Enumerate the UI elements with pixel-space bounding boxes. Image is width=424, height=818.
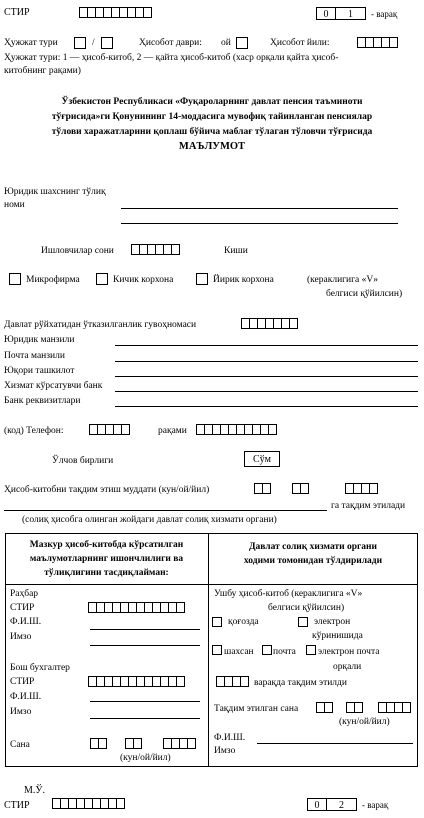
head-stir-cells[interactable] [88,602,184,613]
year-cells[interactable] [357,37,397,48]
page-word: - варақ [371,9,398,19]
chief-stir-cells[interactable] [88,676,184,687]
email-checkbox[interactable] [306,645,316,655]
submitted-date-hint: (кун/ой/йил) [339,717,390,727]
full-name-line-1[interactable] [121,208,398,209]
phone-number-cells[interactable] [196,424,276,435]
chief-sign-label: Имзо [10,707,32,717]
chief-sign-line[interactable] [90,718,200,719]
title-line-2: тўғрисида»ги Қонунининг 14-моддасига мувофиқ тайинланган пенсиялар [51,112,373,122]
submitted-date-label: Тақдим этилган сана [214,704,299,714]
mark-note-2: белгиси қўйилсин) [326,289,403,299]
table-divider [208,533,209,767]
email-label: электрон почта [318,647,380,657]
organ-label: орқали [333,662,362,672]
paper-checkbox[interactable] [212,617,222,627]
pages-cells[interactable] [216,676,248,687]
officer-sign-label: Имзо [214,746,236,756]
title-line-3: тўлови харажатларини қоплаш бўйича маблағ тўлаган тўловчи тўғрисида [51,127,373,137]
date-month-cells[interactable] [125,738,141,749]
period-box[interactable] [236,37,248,49]
micro-label: Микрофирма [26,275,80,285]
pages-label: варақда тақдим этилди [254,678,347,688]
right-header-1: Давлат солиқ хизмати органи [248,542,378,552]
submit-year-cells[interactable] [345,483,377,494]
head-label: Раҳбар [10,589,39,599]
full-name-label-2: номи [4,200,25,210]
phone-number-label: рақами [158,426,187,436]
mark-note-1: (кераклигига «V» [307,275,378,285]
bottom-page-word: - варақ [362,800,389,810]
submit-day-cells[interactable] [254,483,270,494]
year-label: Ҳисобот йили: [270,38,330,48]
chief-stir-label: СТИР [10,677,35,687]
postal-address-label: Почта манзили [4,351,65,361]
bank-details-line[interactable] [115,406,418,407]
full-name-line-2[interactable] [121,223,398,224]
doc-type-box-1[interactable] [74,37,86,49]
head-sign-line[interactable] [90,645,200,646]
officer-fio-line[interactable] [257,743,413,744]
left-header-3: тўлиқлигини тасдиқлайман: [44,568,169,578]
head-sign-label: Имзо [10,632,32,642]
electronic-label: электрон [314,617,351,627]
in-person-checkbox[interactable] [212,645,222,655]
submit-month-cells[interactable] [292,483,308,494]
stamp-label: М.Ў. [24,785,45,796]
phone-code-cells[interactable] [89,424,129,435]
submitted-month-cells[interactable] [346,702,362,713]
micro-checkbox[interactable] [9,273,21,285]
chief-fio-label: Ф.И.Ш. [10,692,42,702]
period-suffix: ой [221,38,231,48]
mail-checkbox[interactable] [262,645,272,655]
workers-label: Ишловчилар сони [41,246,114,256]
electronic-checkbox[interactable] [298,617,308,627]
unit-label: Ўлчов бирлиги [52,456,114,466]
submit-label: Ҳисоб-китобни тақдим этиш муддати (кун/ой/йил) [4,485,210,495]
cert-label: Давлат рўйхатидан ўтказилганлик гувоҳномаси [4,320,197,330]
postal-address-line[interactable] [115,361,418,362]
workers-cells[interactable] [131,244,179,255]
bottom-stir-cells[interactable] [52,798,124,809]
chief-acc-label: Бош бухгалтер [10,663,70,673]
date-label: Сана [10,740,30,750]
table-header-line [5,584,418,585]
form-label: кўринишида [312,631,363,641]
phone-code-label: (код) Телефон: [4,426,64,436]
bottom-stir-label: СТИР [4,800,30,811]
officer-fio-label: Ф.И.Ш. [214,733,246,743]
in-person-label: шахсан [224,647,254,657]
bank-label: Хизмат кўрсатувчи банк [4,381,103,391]
doc-type-box-2[interactable] [101,37,113,49]
submitted-year-cells[interactable] [378,702,410,713]
paper-label: қоғозда [228,617,259,627]
submitted-label: га тақдим этилади [331,501,406,511]
doc-type-note-2: китобнинг рақами) [4,66,81,76]
left-header-2: маълумотларнинг ишончлилиги ва [29,554,184,564]
authority-line[interactable] [4,510,327,511]
unit-value: Сўм [244,451,280,467]
stir-cells[interactable] [79,7,151,18]
title-line-4: МАЪЛУМОТ [178,141,246,152]
left-header-1: Мазкур ҳисоб-китобда кўрсатилган [29,540,184,550]
page-no-digit-2: 1 [335,7,366,20]
legal-address-line[interactable] [115,345,418,346]
bottom-page-no-digit-2: 2 [326,798,357,811]
bank-line[interactable] [115,391,418,392]
small-checkbox[interactable] [96,273,108,285]
date-day-cells[interactable] [90,738,106,749]
legal-address-label: Юридик манзили [4,335,75,345]
head-fio-line[interactable] [90,629,200,630]
full-name-label-1: Юридик шахснинг тўлиқ [4,187,106,197]
page-no-digit-1: 0 [316,7,336,20]
doc-type-note: Ҳужжат тури: 1 — ҳисоб-китоб, 2 — қайта ҳисоб-китоб (хаср орқали қайта ҳисоб- [4,53,339,63]
superior-line[interactable] [115,376,418,377]
received-label-2: белгиси қўйилсин) [268,603,345,613]
chief-fio-line[interactable] [90,701,200,702]
date-hint: (кун/ой/йил) [120,753,171,763]
authority-note: (солиқ ҳисобга олинган жойдаги давлат солиқ хизмати органи) [22,515,277,525]
mail-label: почта [273,647,296,657]
date-year-cells[interactable] [163,738,195,749]
received-label: Ушбу ҳисоб-китоб (кераклигига «V» [214,589,363,599]
stir-label: СТИР [4,7,30,18]
superior-label: Юқори ташкилот [4,366,75,376]
cert-cells[interactable] [241,318,297,329]
title-line-1: Ўзбекистон Республикаси «Фуқароларнинг давлат пенсия таъминоти [61,97,363,107]
bottom-page-no-digit-1: 0 [307,798,327,811]
large-checkbox[interactable] [196,273,208,285]
right-header-2: ходими томонидан тўлдирилади [243,556,383,566]
submitted-day-cells[interactable] [316,702,332,713]
period-label: Ҳисобот даври: [139,38,202,48]
head-fio-label: Ф.И.Ш. [10,617,42,627]
head-stir-label: СТИР [10,603,35,613]
small-label: Кичик корхона [113,275,174,285]
large-label: Йирик корхона [213,275,274,285]
doc-type-slash: / [92,38,95,48]
bank-details-label: Банк реквизитлари [4,396,81,406]
doc-type-label: Ҳужжат тури [4,38,58,48]
workers-suffix: Киши [224,246,248,256]
